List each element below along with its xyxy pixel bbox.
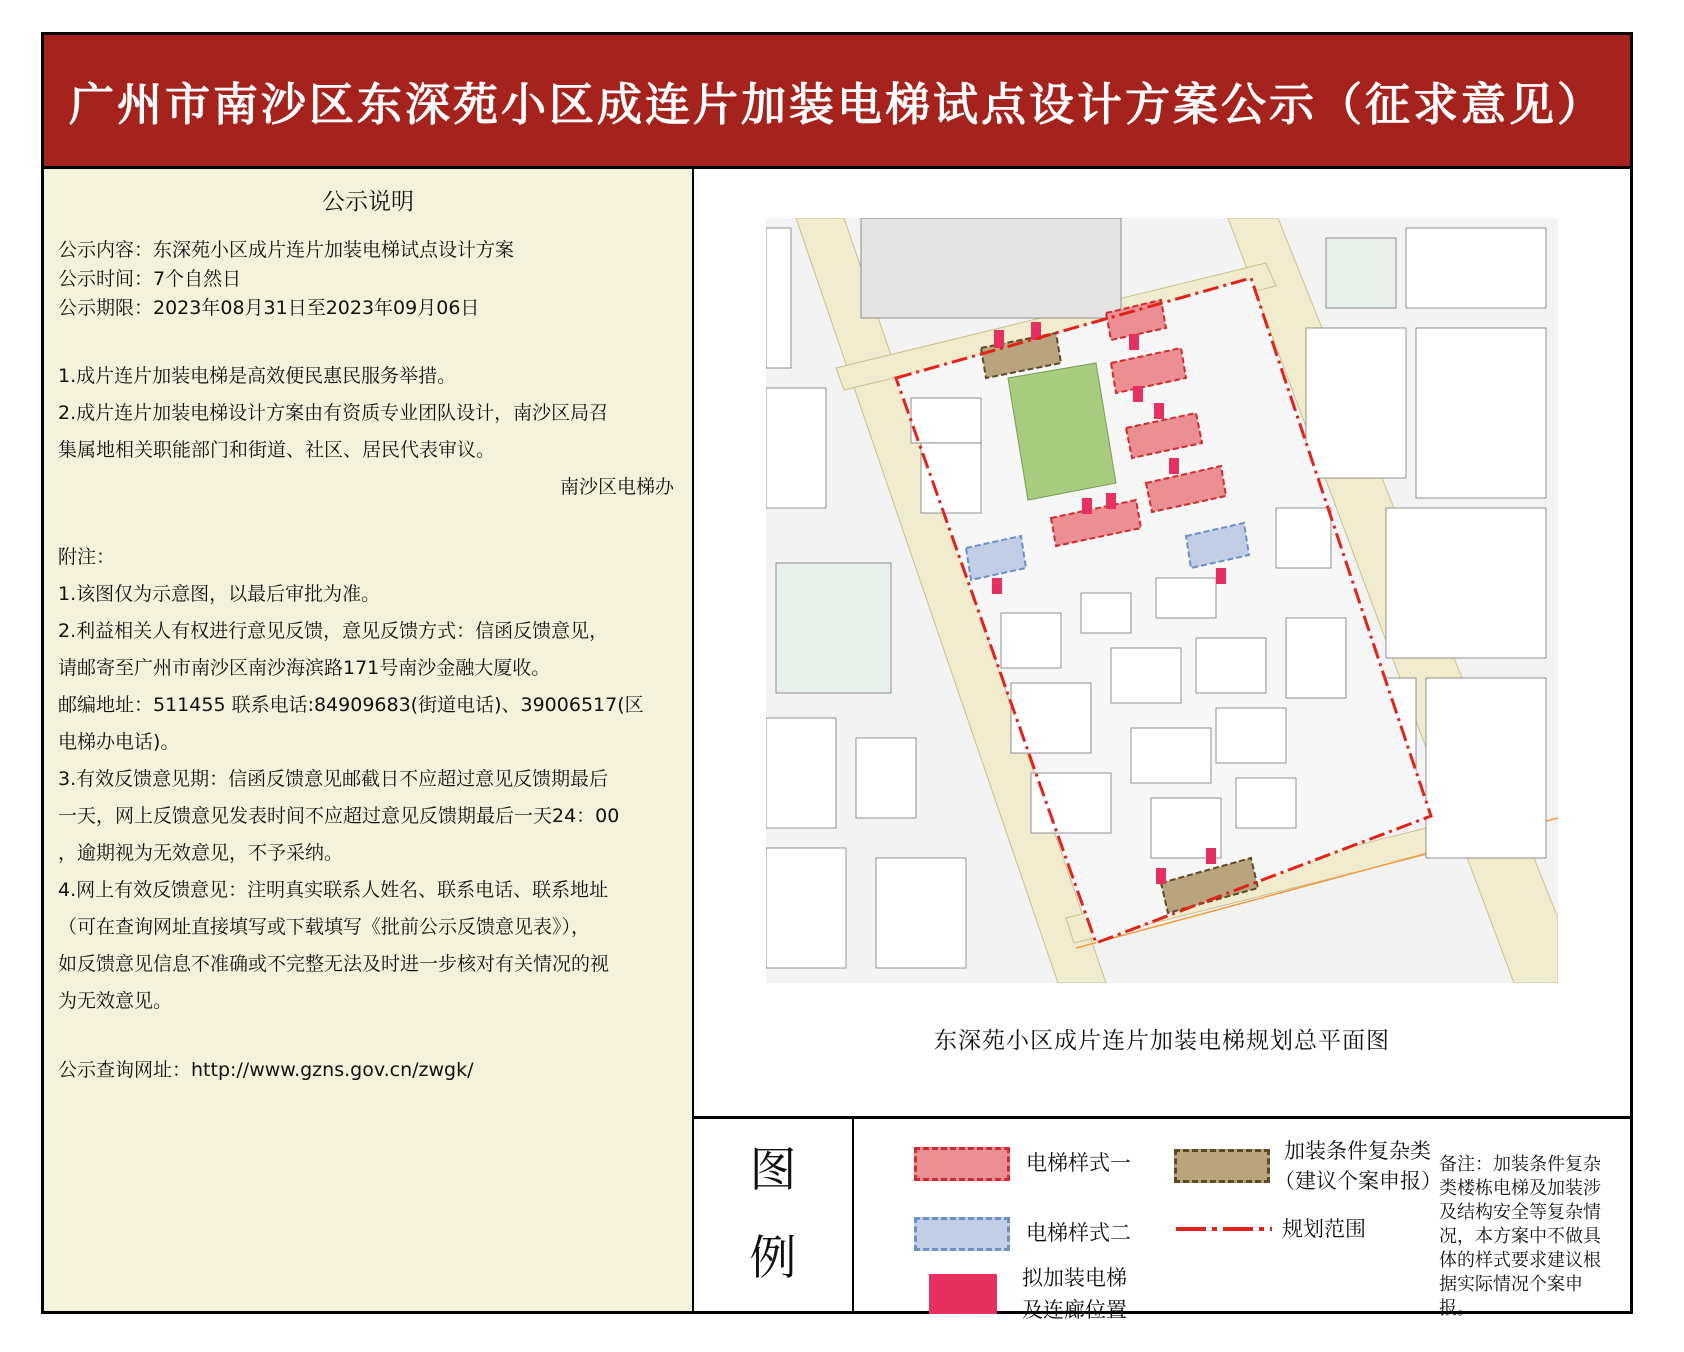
notice-board xyxy=(41,32,1633,1322)
note-2-line-4: 电梯办电话)。 xyxy=(58,731,180,753)
notice-heading: 公示说明 xyxy=(322,189,414,215)
complex-label-line-2: （建议个案申报） xyxy=(1274,1169,1442,1193)
complex-swatch xyxy=(1174,1149,1270,1183)
elevator-label-line-2: 及连廊位置 xyxy=(1022,1298,1127,1322)
legend-title-bottom: 例 xyxy=(749,1231,797,1286)
site-plan-map xyxy=(766,218,1558,983)
elevator-swatch xyxy=(929,1274,997,1314)
legend-title xyxy=(694,1119,854,1311)
legend xyxy=(694,1119,1630,1322)
legend-title-top: 图 xyxy=(749,1143,797,1198)
note-3-line-3: ，逾期视为无效意见，不予采纳。 xyxy=(58,842,344,864)
note-2-line-3: 邮编地址：511455 联系电话:84909683(街道电话)、39006517(区 xyxy=(58,694,644,716)
map-caption: 东深苑小区成片连片加装电梯规划总平面图 xyxy=(934,1028,1390,1054)
boundary-label: 规划范围 xyxy=(1282,1217,1366,1241)
style1-swatch xyxy=(914,1147,1010,1181)
note-4-line-4: 为无效意见。 xyxy=(58,990,173,1012)
style2-swatch xyxy=(914,1217,1010,1251)
style1-label: 电梯样式一 xyxy=(1026,1151,1131,1175)
notice-item-2-line-2: 集属地相关职能部门和街道、社区、居民代表审议。 xyxy=(58,439,496,461)
notice-period: 公示期限：2023年08月31日至2023年09月06日 xyxy=(58,297,480,319)
note-2-line-1: 2.利益相关人有权进行意见反馈，意见反馈方式：信函反馈意见， xyxy=(58,620,609,642)
note-3-line-2: 一天，网上反馈意见发表时间不应超过意见反馈期最后一天24：00 xyxy=(58,805,620,827)
query-url[interactable]: 公示查询网址：http://www.gzns.gov.cn/zwgk/ xyxy=(58,1059,474,1081)
site-plan-area xyxy=(694,169,1630,1119)
page-title: 广州市南沙区东深苑小区成连片加装电梯试点设计方案公示（征求意见） xyxy=(68,78,1605,131)
note-4-line-2: （可在查询网址直接填写或下载填写《批前公示反馈意见表》）， xyxy=(58,916,591,938)
note-1: 1.该图仅为示意图，以最后审批为准。 xyxy=(58,583,381,605)
notice-content: 公示内容：东深苑小区成片连片加装电梯试点设计方案 xyxy=(58,239,515,261)
complex-label-line-1: 加装条件复杂类 xyxy=(1284,1139,1431,1163)
note-2-line-2: 请邮寄至广州市南沙区南沙海滨路171号南沙金融大厦收。 xyxy=(58,657,551,679)
note-4-line-1: 4.网上有效反馈意见：注明真实联系人姓名、联系电话、联系地址 xyxy=(58,879,609,901)
boundary-swatch xyxy=(1176,1223,1272,1235)
note-4-line-3: 如反馈意见信息不准确或不完整无法及时进一步核对有关情况的视 xyxy=(58,953,610,975)
notice-item-1: 1.成片连片加装电梯是高效便民惠民服务举措。 xyxy=(58,365,457,387)
style2-label: 电梯样式二 xyxy=(1026,1221,1131,1245)
note-3-line-1: 3.有效反馈意见期：信函反馈意见邮截日不应超过意见反馈期最后 xyxy=(58,768,609,790)
legend-note: 备注：加装条件复杂类楼栋电梯及加装涉及结构安全等复杂情况，本方案中不做具体的样式要求建议根据实际情况个案申报。 xyxy=(1439,1154,1601,1319)
green-space xyxy=(1008,363,1116,500)
notice-panel xyxy=(44,169,694,1311)
notice-time: 公示时间：7个自然日 xyxy=(58,268,242,290)
title-bar xyxy=(44,35,1630,169)
elevator-label-line-1: 拟加装电梯 xyxy=(1022,1266,1127,1290)
notice-signature: 南沙区电梯办 xyxy=(559,476,674,498)
notes-heading: 附注： xyxy=(58,546,116,568)
notice-item-2-line-1: 2.成片连片加装电梯设计方案由有资质专业团队设计，南沙区局召 xyxy=(58,402,609,424)
